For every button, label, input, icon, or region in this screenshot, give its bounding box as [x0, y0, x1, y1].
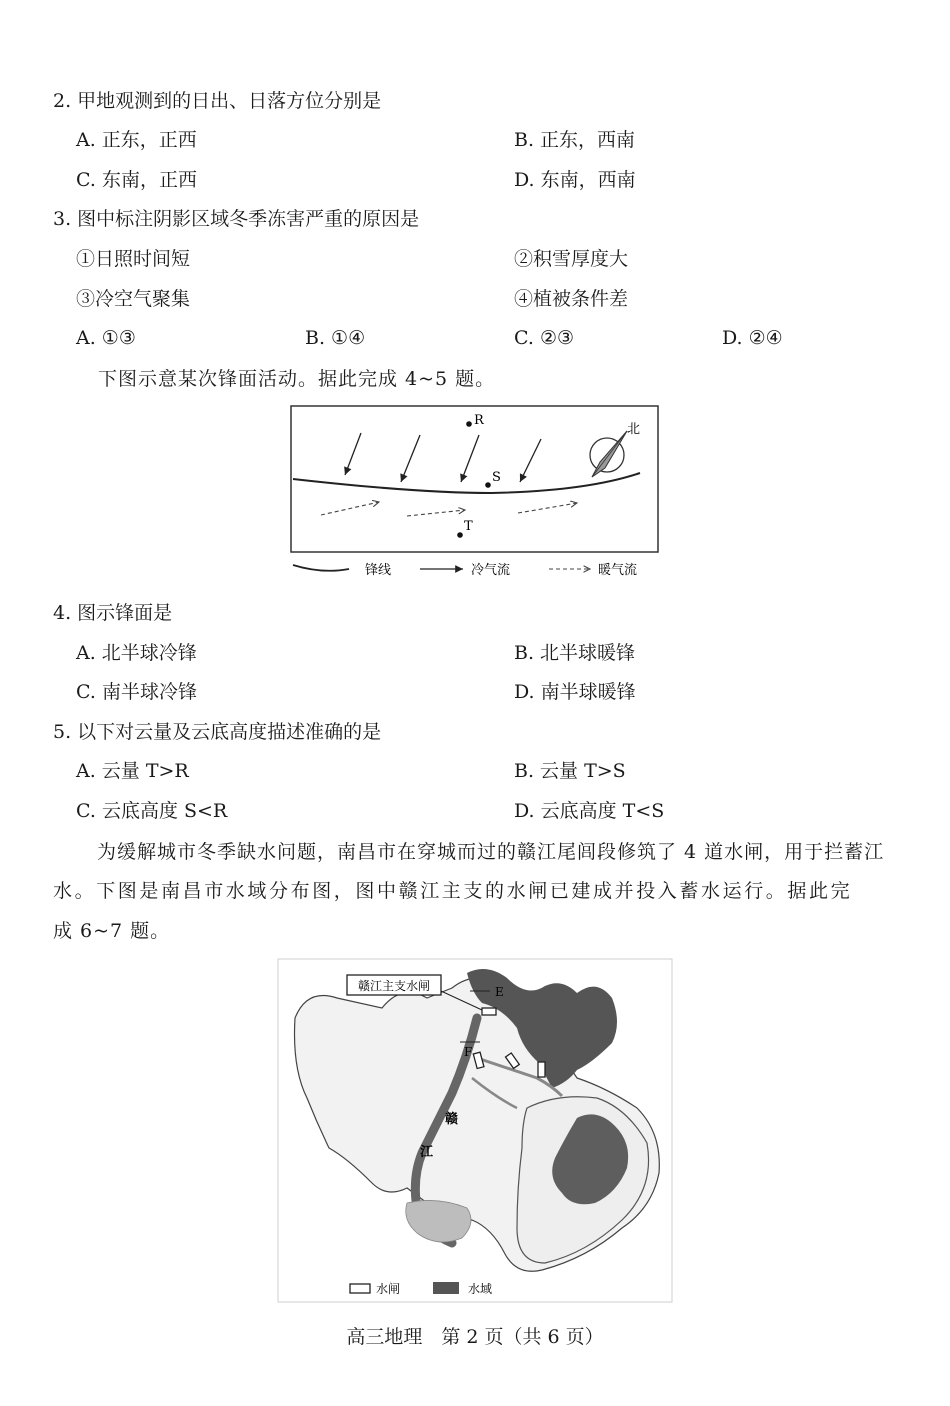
legend-sluice-icon [350, 1284, 370, 1293]
compass-icon [590, 431, 627, 477]
q5-option-b: B. 云量 T>S [514, 760, 626, 782]
q3-item-1: ①日照时间短 [76, 248, 191, 270]
legend-water-icon [433, 1282, 459, 1294]
q3-option-a: A. ①③ [76, 327, 136, 349]
label-s: S [492, 470, 501, 485]
q5-stem: 5. 以下对云量及云底高度描述准确的是 [53, 721, 382, 743]
sluice-icon [482, 1008, 496, 1015]
intro-4-5: 下图示意某次锋面活动。据此完成 4~5 题。 [98, 368, 496, 390]
sluice-callout-label: 赣江主支水闸 [357, 979, 431, 993]
label-r: R [474, 413, 484, 428]
q3-option-b: B. ①④ [305, 327, 366, 349]
point-s [485, 482, 491, 488]
q2-option-a: A. 正东，正西 [76, 129, 197, 151]
page-footer: 高三地理 第 2 页（共 6 页） [346, 1326, 604, 1348]
river-label-gan: 赣 [445, 1112, 459, 1127]
q4-option-a: A. 北半球冷锋 [76, 642, 197, 664]
legend-front-line: 锋线 [365, 563, 392, 578]
point-t [457, 532, 463, 538]
cold-arrow [345, 433, 361, 475]
legend-water: 水域 [468, 1282, 493, 1296]
legend-cold-flow: 冷气流 [471, 563, 511, 578]
point-r [466, 421, 472, 427]
q4-option-c: C. 南半球冷锋 [76, 681, 197, 703]
q5-option-c: C. 云底高度 S<R [76, 800, 228, 822]
cold-arrow [461, 435, 479, 482]
cold-arrow [520, 439, 541, 482]
legend-front-line-icon [293, 565, 349, 571]
river-label-jiang: 江 [420, 1145, 434, 1160]
front-diagram [287, 405, 662, 583]
q4-option-d: D. 南半球暖锋 [514, 681, 636, 703]
intro-6-7-line-2: 水。下图是南昌市水域分布图，图中赣江主支的水闸已建成并投入蓄水运行。据此完 [53, 880, 853, 902]
q2-stem: 2. 甲地观测到的日出、日落方位分别是 [53, 90, 382, 112]
intro-6-7-line-1: 为缓解城市冬季缺水问题，南昌市在穿城而过的赣江尾闾段修筑了 4 道水闸，用于拦蓄江 [97, 841, 885, 863]
legend-sluice: 水闸 [376, 1282, 401, 1296]
cold-arrow [401, 435, 420, 482]
warm-arrow [407, 510, 465, 516]
q2-option-b: B. 正东，西南 [514, 129, 636, 151]
intro-6-7-line-3: 成 6~7 题。 [53, 920, 171, 942]
q3-option-d: D. ②④ [722, 327, 783, 349]
label-t: T [464, 519, 473, 534]
map-label-e: E [495, 985, 504, 999]
warm-arrow [518, 503, 577, 513]
q2-option-d: D. 东南，西南 [514, 169, 636, 191]
q5-option-a: A. 云量 T>R [76, 760, 189, 782]
map-label-f: F [464, 1045, 473, 1059]
q2-option-c: C. 东南，正西 [76, 169, 197, 191]
front-line [293, 473, 640, 493]
sluice-icon [538, 1062, 545, 1077]
q3-option-c: C. ②③ [514, 327, 575, 349]
q3-item-2: ②积雪厚度大 [514, 248, 629, 270]
nanchang-water-map [277, 958, 673, 1303]
q3-item-3: ③冷空气聚集 [76, 288, 191, 310]
q4-option-b: B. 北半球暖锋 [514, 642, 636, 664]
legend-warm-flow: 暖气流 [598, 563, 638, 578]
q4-stem: 4. 图示锋面是 [53, 602, 173, 624]
warm-arrow [321, 502, 379, 515]
q3-stem: 3. 图中标注阴影区域冬季冻害严重的原因是 [53, 208, 420, 230]
q5-option-d: D. 云底高度 T<S [514, 800, 665, 822]
compass-north-label: 北 [627, 422, 641, 437]
q3-item-4: ④植被条件差 [514, 288, 629, 310]
